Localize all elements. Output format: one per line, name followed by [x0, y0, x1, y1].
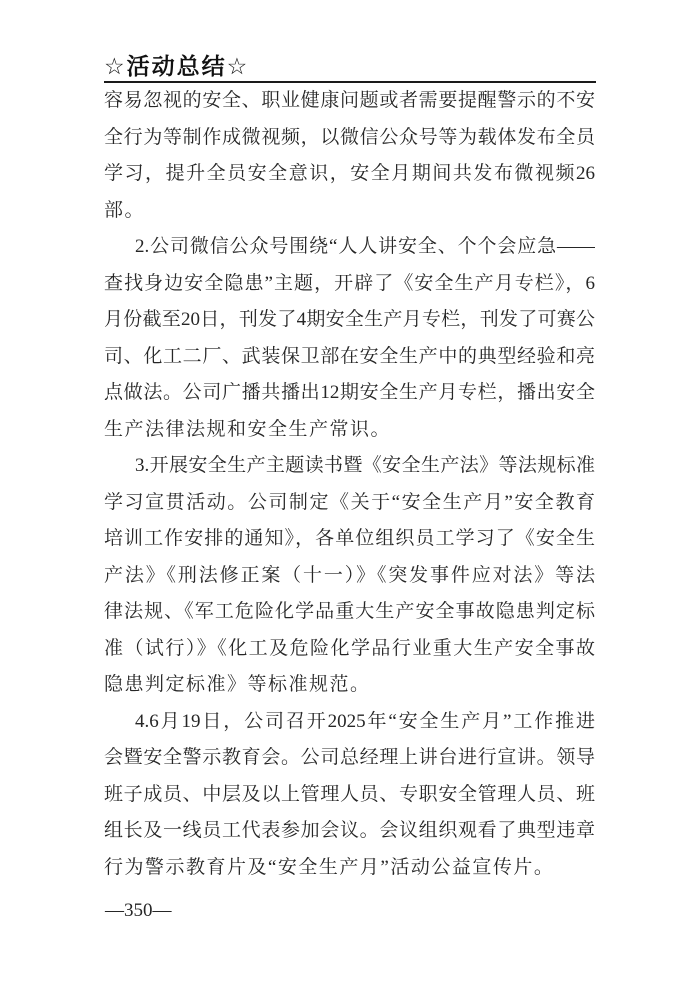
page-header [104, 53, 596, 83]
document-body [104, 83, 595, 886]
paragraph [104, 229, 595, 448]
text-line: 全行为等制作成微视频，以微信公众号等为载体发布全员 [104, 126, 595, 148]
paragraph [104, 83, 595, 229]
text-line: 学习，提升全员安全意识，安全月期间共发布微视频26 [104, 163, 595, 184]
page-footer [105, 899, 172, 923]
text-line: 点做法。公司广播共播出12期安全生产月专栏，播出安全 [104, 382, 595, 403]
header-title: ☆活动总结☆ [104, 53, 250, 79]
text-line: 隐患判定标准》等标准规范。 [104, 674, 371, 695]
text-line: 司、化工二厂、武装保卫部在安全生产中的典型经验和亮 [104, 345, 595, 367]
paragraph [104, 448, 595, 704]
text-line: 准（试行）》《化工及危险化学品行业重大生产安全事故 [104, 637, 595, 659]
text-line: 容易忽视的安全、职业健康问题或者需要提醒警示的不安 [104, 90, 595, 111]
page-number: —350— [105, 900, 172, 921]
text-line: 会暨安全警示教育会。公司总经理上讲台进行宣讲。领导 [104, 747, 595, 768]
text-line: 行为警示教育片及“安全生产月”活动公益宣传片。 [104, 856, 555, 878]
text-line: 组长及一线员工代表参加会议。会议组织观看了典型违章 [104, 820, 595, 841]
text-line: 培训工作安排的通知》，各单位组织员工学习了《安全生 [104, 528, 595, 549]
text-line: 学习宣贯活动。公司制定《关于“安全生产月”安全教育 [104, 491, 595, 513]
text-line: 产法》《刑法修正案（十一）》《突发事件应对法》等法 [104, 564, 595, 586]
paragraph [104, 704, 595, 887]
text-line: 班子成员、中层及以上管理人员、专职安全管理人员、班 [104, 783, 595, 805]
text-line: 律法规、《军工危险化学品重大生产安全事故隐患判定标 [104, 601, 595, 622]
text-line: 3.开展安全生产主题读书暨《安全生产法》等法规标准 [135, 455, 595, 476]
text-line: 4.6月19日，公司召开2025年“安全生产月”工作推进 [135, 710, 595, 732]
text-line: 查找身边安全隐患”主题，开辟了《安全生产月专栏》，6 [104, 272, 595, 294]
text-line: 2.公司微信公众号围绕“人人讲安全、个个会应急—— [135, 236, 595, 257]
text-line: 部。 [104, 199, 146, 221]
text-line: 月份截至20日，刊发了4期安全生产月专栏，刊发了可赛公 [104, 309, 595, 330]
text-line: 生产法律法规和安全生产常识。 [104, 418, 392, 440]
